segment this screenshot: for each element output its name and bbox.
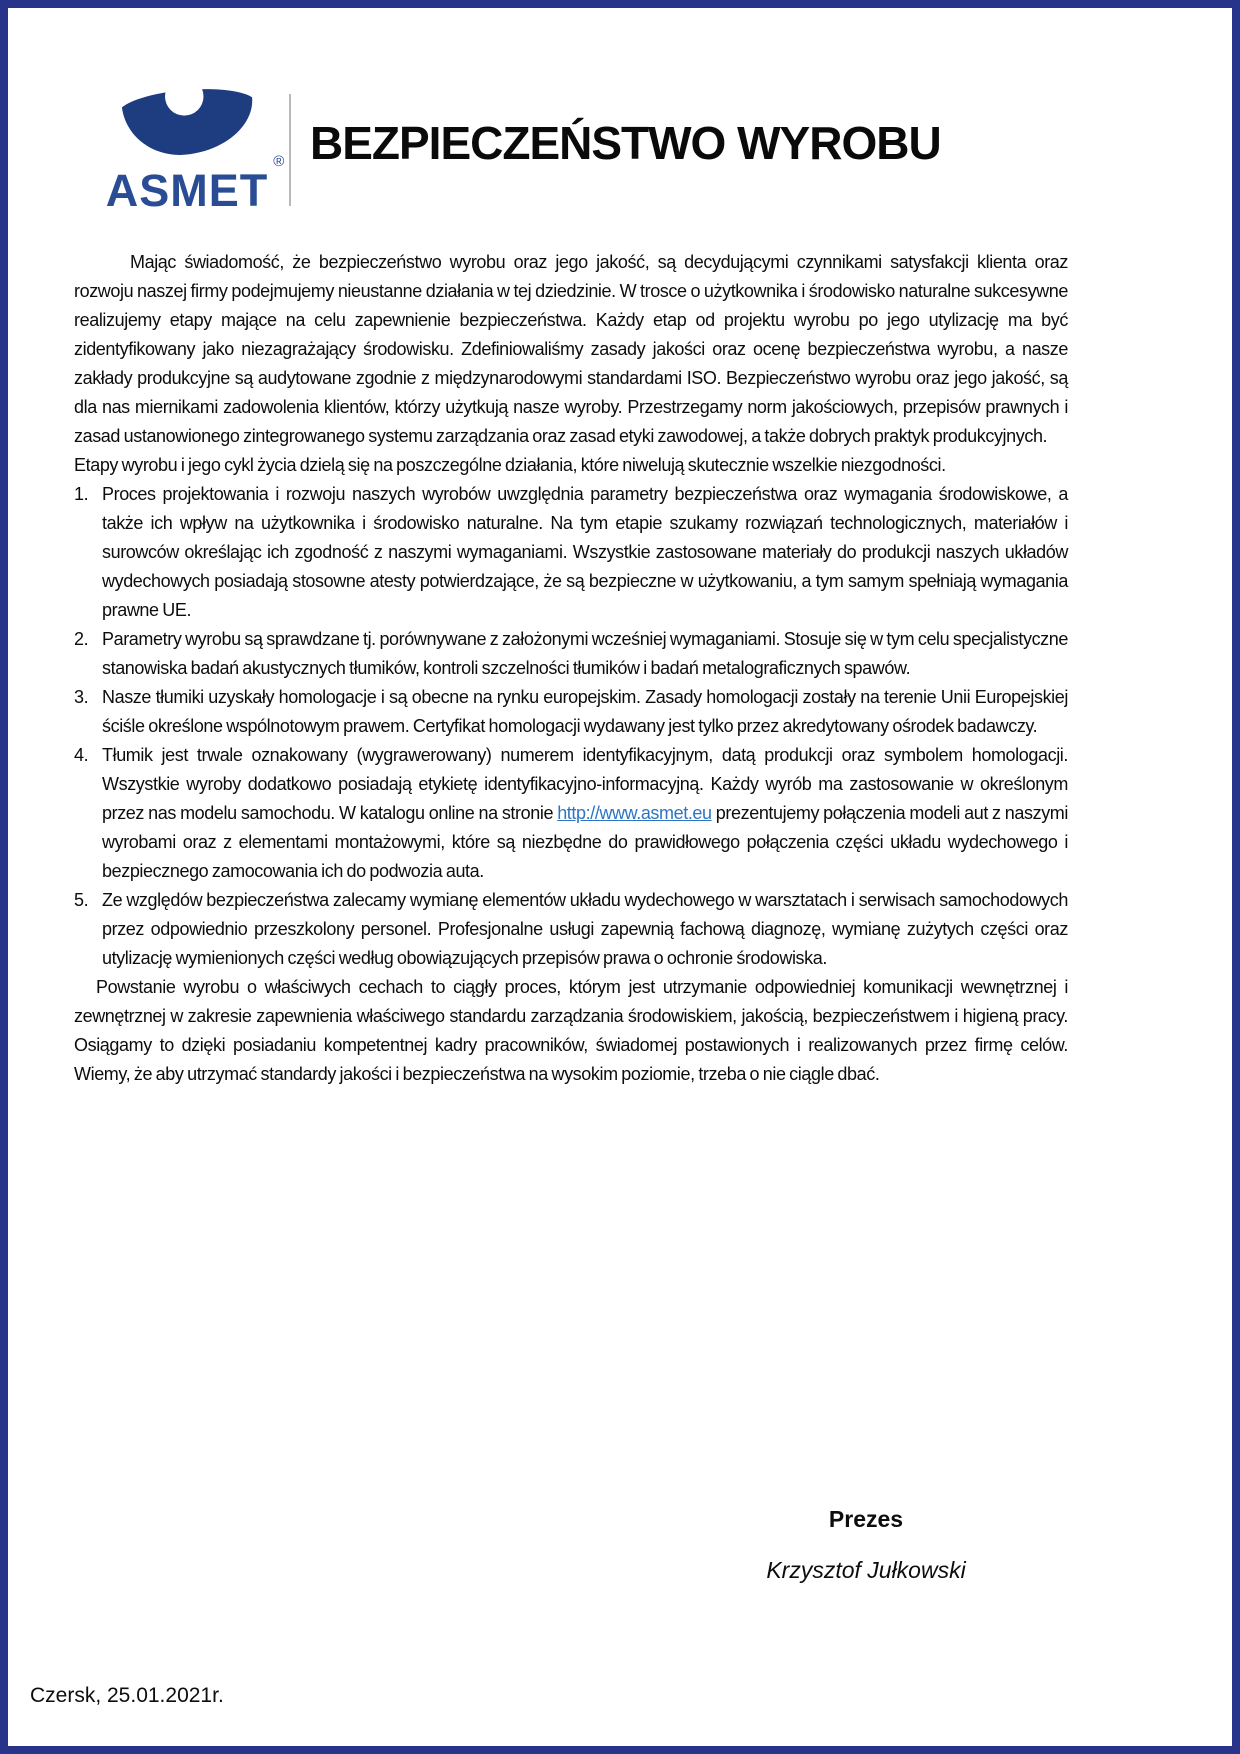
list-item-text: Proces projektowania i rozwoju naszych wyrobów uwzględnia parametry bezpieczeństwa oraz wymagania środowiskowe, a także ich wpływ na użytkownika i środowisko naturalne. Na tym etapie szukamy rozwiązań technologicznych, materiałów i surowców określając ich zgodność z naszymi wymaganiami. Wszystkie zastosowane materiały do produkcji naszych układów wydechowych posiadają stosowne atesty potwierdzające, że są bezpieczne w użytkowaniu, a tym samym spełniają wymagania prawne UE. [102, 484, 1068, 620]
list-item-text-after-link: prezentujemy połączenia modeli aut z naszymi wyrobami oraz z elementami montażowymi, które są niezbędne do prawidłowego połączenia części układu wydechowego i bezpiecznego zamocowania ich do podwozia auta. [102, 803, 1068, 881]
intro-paragraph: Mając świadomość, że bezpieczeństwo wyrobu oraz jego jakość, są decydującymi czynnikami satysfakcji klienta oraz rozwoju naszej firmy podejmujemy nieustanne działania w tej dziedzinie. W trosce o użytkownika i środowisko naturalne sukcesywne realizujemy etapy mające na celu zapewnienie bezpieczeństwa. Każdy etap od projektu wyrobu po jego utylizację ma być zidentyfikowany jako niezagrażający środowisku. Zdefiniowaliśmy zasady jakości oraz ocenę bezpieczeństwa wyrobu, a nasze zakłady produkcyjne są audytowane zgodnie z międzynarodowymi standardami ISO. Bezpieczeństwo wyrobu oraz jego jakość, są dla nas miernikami zadowolenia klientów, którzy użytkują nasze wyroby. Przestrzegamy norm jakościowych, przepisów prawnych i zasad ustanowionego zintegrowanego systemu zarządzania oraz zasad etyki zawodowej, a także dobrych praktyk produkcyjnych. [74, 252, 1068, 446]
place-and-date: Czersk, 25.01.2021r. [30, 1684, 224, 1707]
list-item-text: Ze względów bezpieczeństwa zalecamy wymianę elementów układu wydechowego w warsztatach i serwisach samochodowych przez odpowiednio przeszkolony personel. Profesjonalne usługi zapewnią fachową diagnozę, wymianę zużytych części oraz utylizację wymienionych części według obowiązujących przepisów prawa o ochronie środowiska. [102, 890, 1068, 968]
list-item-text: Nasze tłumiki uzyskały homologacje i są obecne na rynku europejskim. Zasady homologacji zostały na terenie Unii Europejskiej ściśle określone wspólnotowym prawem. Certyfikat homologacji wydawany jest tylko przez akredytowany ośrodek badawczy. [102, 687, 1068, 736]
list-item-text-before-link: Tłumik jest trwale oznakowany (wygrawerowany) numerem identyfikacyjnym, datą produkcji oraz symbolem homologacji. Wszystkie wyroby dodatkowo posiadają etykietę identyfikacyjno-informacyjną. Każdy wyrób ma zastosowanie w określonym przez nas modelu samochodu. W katalogu online na stronie [102, 745, 1068, 823]
closing-paragraph: Powstanie wyrobu o właściwych cechach to ciągły proces, którym jest utrzymanie odpowiedniej komunikacji wewnętrznej i zewnętrznej w zakresie zapewnienia właściwego standardu zarządzania środowiskiem, jakością, bezpieczeństwem i higieną pracy. Osiągamy to dzięki posiadaniu kompetentnej kadry pracowników, świadomej postawionych i realizowanych przez firmę celów. Wiemy, że aby utrzymać standardy jakości i bezpieczeństwa na wysokim poziomie, trzeba o nie ciągle dbać. [74, 977, 1068, 1084]
asmet-logo-wordmark [105, 153, 285, 216]
asmet-logo-text: ASMET [105, 165, 269, 216]
signature-role: Prezes [828, 1506, 904, 1532]
stages-paragraph: Etapy wyrobu i jego cykl życia dzielą się na poszczególne działania, które niwelują skutecznie wszelkie niezgodności. [74, 455, 946, 475]
list-item [74, 683, 1068, 741]
asmet-logo [92, 78, 285, 216]
list-item [74, 741, 1068, 886]
asmet-catalog-link[interactable]: http://www.asmet.eu [557, 803, 712, 823]
signature-name: Krzysztof Jułkowski [766, 1557, 966, 1583]
list-item [74, 625, 1068, 683]
list-item-number: 3. [74, 687, 89, 707]
header-divider [289, 94, 291, 206]
page-title: BEZPIECZEŃSTWO WYROBU [310, 117, 941, 169]
list-item-text: Parametry wyrobu są sprawdzane tj. porównywane z założonymi wcześniej wymaganiami. Stosuje się w tym celu specjalistyczne stanowiska badań akustycznych tłumików, kontroli szczelności tłumików i badań metalograficznych spawów. [102, 629, 1068, 678]
list-item-number: 5. [74, 890, 89, 910]
document-body [74, 248, 1068, 1089]
list-item [74, 886, 1068, 973]
list-item-number: 2. [74, 629, 89, 649]
registered-trademark-icon: ® [273, 153, 285, 170]
list-item-number: 4. [74, 745, 89, 765]
list-item-number: 1. [74, 484, 89, 504]
asmet-logo-mark-icon [118, 78, 256, 166]
signature-block [690, 1506, 1042, 1584]
list-item [74, 480, 1068, 625]
list-item-text [102, 741, 1068, 886]
